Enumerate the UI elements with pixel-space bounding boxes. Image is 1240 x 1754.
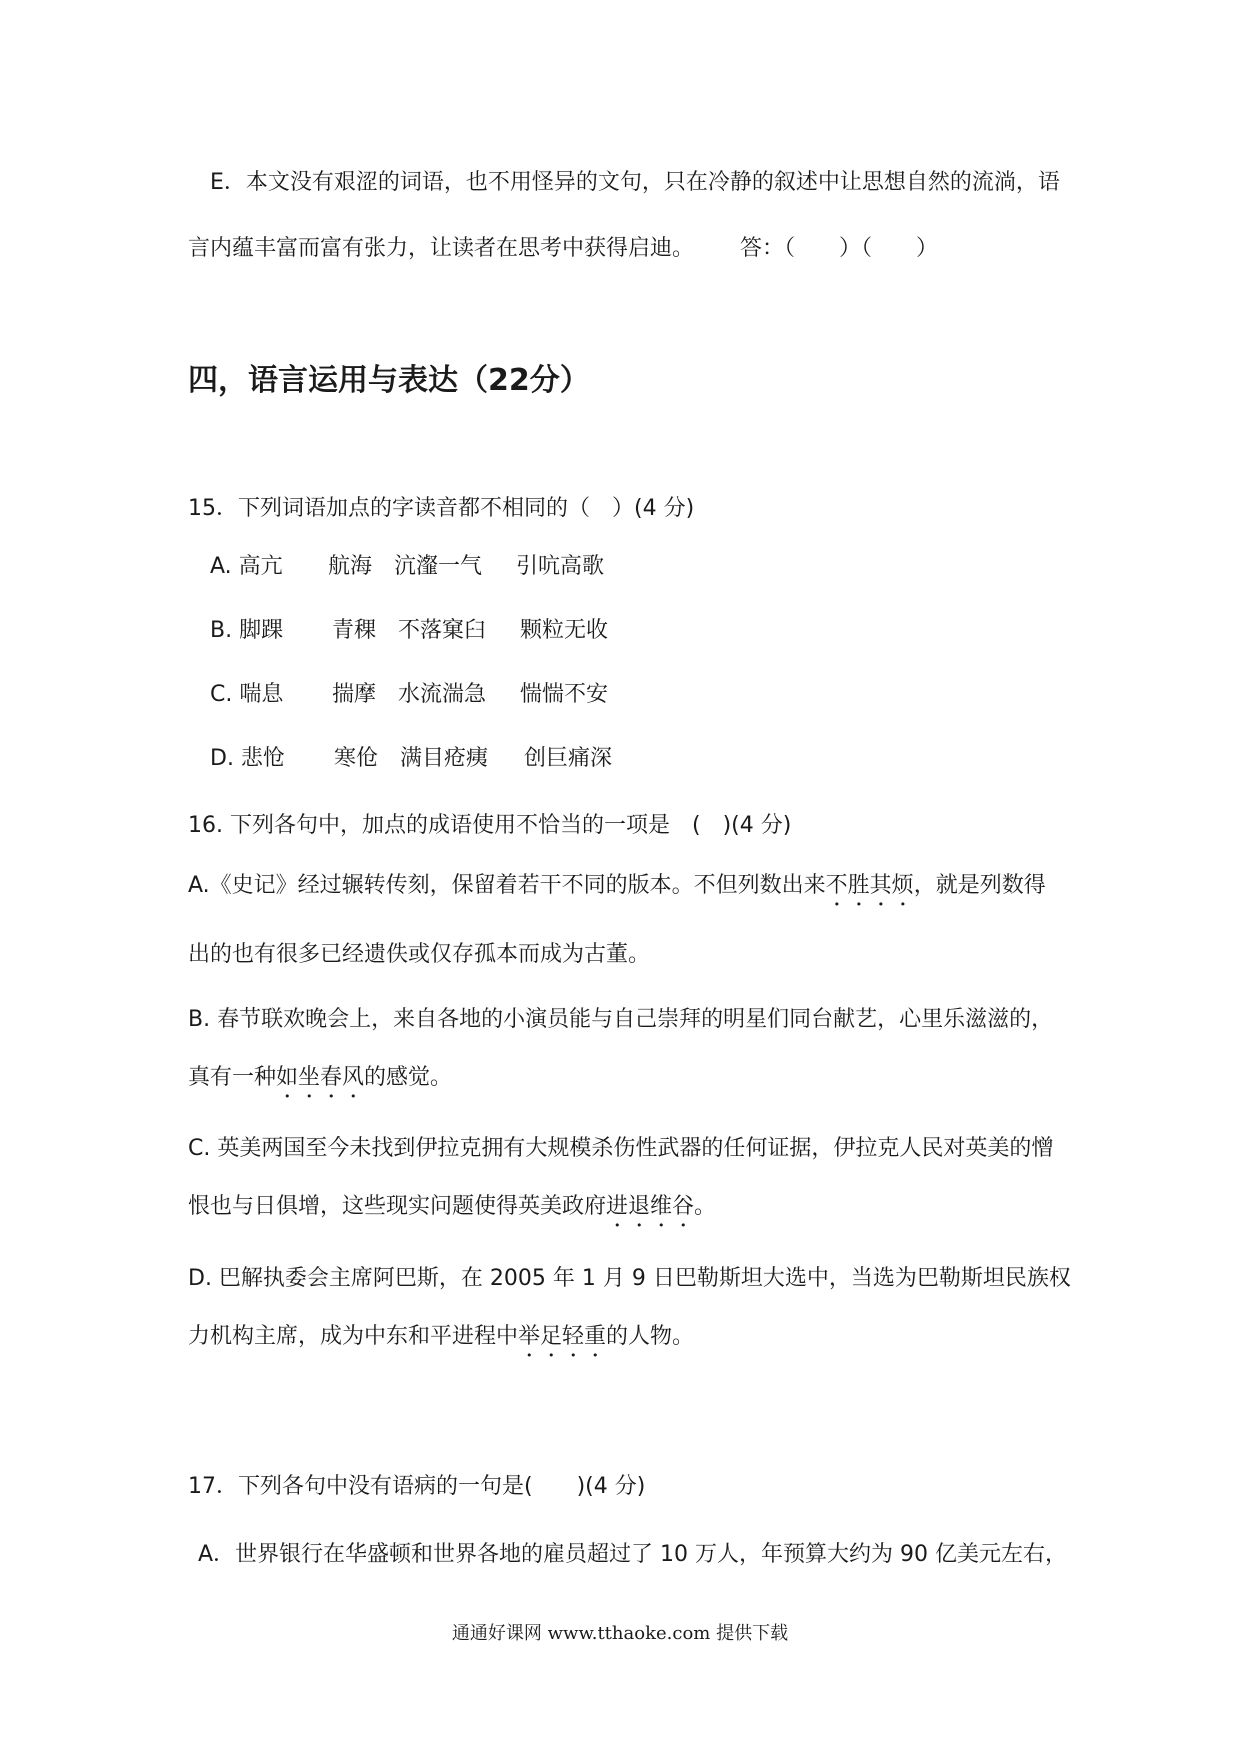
q14-answer-blank: 答：（ ）（ ） bbox=[740, 236, 939, 261]
q16-option-d-line2 bbox=[188, 1322, 694, 1362]
q15-d-word3: 创巨痛深 bbox=[524, 746, 613, 771]
q16-option-b-line2 bbox=[188, 1063, 452, 1103]
q15-c-word2: 水流湍急 bbox=[398, 682, 487, 707]
q16-d-text-post: 的人物。 bbox=[606, 1324, 695, 1349]
q16-d-text-pre: 力机构主席，成为中东和平进程中 bbox=[188, 1324, 519, 1349]
q17-option-a-line1: A．世界银行在华盛顿和世界各地的雇员超过了 10 万人，年预算大约为 90 亿美元左右， bbox=[198, 1542, 1068, 1567]
q15-c-word1: 揣摩 bbox=[332, 682, 377, 707]
q15-d-word1: 寒伧 bbox=[334, 746, 379, 771]
q16-option-c-line1: C. 英美两国至今未找到伊拉克拥有大规模杀伤性武器的任何证据，伊拉克人民对英美的憎 bbox=[188, 1136, 1054, 1161]
q16-option-d-line1: D. 巴解执委会主席阿巴斯，在 2005 年 1 月 9 日巴勒斯坦大选中，当选为巴勒斯坦民族权 bbox=[188, 1266, 1071, 1291]
q16-option-a-line2: 出的也有很多已经遗佚或仅存孤本而成为古董。 bbox=[188, 942, 651, 967]
q16-c-idiom: 进退维谷 bbox=[606, 1194, 695, 1219]
q15-b-word2: 不落窠臼 bbox=[398, 618, 487, 643]
section-heading: 四，语言运用与表达（22分） bbox=[188, 363, 590, 398]
q16-b-text-post: 的感觉。 bbox=[364, 1065, 453, 1090]
q15-d-word2: 满目疮痍 bbox=[400, 746, 489, 771]
q15-a-word2: 沆瀣一气 bbox=[394, 554, 483, 579]
q16-option-a-line1 bbox=[188, 871, 1046, 911]
q16-a-idiom: 不胜其烦 bbox=[825, 873, 914, 898]
q15-b-word3: 颗粒无收 bbox=[520, 618, 609, 643]
q15-a-word1: 航海 bbox=[328, 554, 373, 579]
q15-a-word3: 引吭高歌 bbox=[516, 554, 605, 579]
q15-stem: 15．下列词语加点的字读音都不相同的（ ）(4 分) bbox=[188, 496, 695, 521]
q15-c-word3: 惴惴不安 bbox=[520, 682, 609, 707]
q15-b-label: B. 脚踝 bbox=[210, 618, 284, 643]
q16-c-text-post: 。 bbox=[694, 1194, 717, 1219]
q16-c-text-pre: 恨也与日俱增，这些现实问题使得英美政府 bbox=[188, 1194, 607, 1219]
q16-a-text-pre: A.《史记》经过辗转传刻，保留着若干不同的版本。不但列数出来 bbox=[188, 873, 826, 898]
q16-b-text-pre: 真有一种 bbox=[188, 1065, 277, 1090]
q15-c-label: C. 喘息 bbox=[210, 682, 284, 707]
q14-option-e-line2: 言内蕴丰富而富有张力，让读者在思考中获得启迪。 bbox=[188, 236, 695, 261]
q16-a-text-post: ，就是列数得 bbox=[913, 873, 1046, 898]
q15-a-label: A. 高亢 bbox=[210, 554, 283, 579]
q14-option-e-line1: E．本文没有艰涩的词语，也不用怪异的文句，只在冷静的叙述中让思想自然的流淌，语 bbox=[210, 170, 1060, 195]
page-footer: 通通好课网 www.tthaoke.com 提供下载 bbox=[451, 1623, 789, 1644]
q16-b-idiom: 如坐春风 bbox=[276, 1065, 365, 1090]
q15-d-label: D. 悲怆 bbox=[210, 746, 285, 771]
q16-d-idiom: 举足轻重 bbox=[518, 1324, 607, 1349]
q17-stem: 17．下列各句中没有语病的一句是( )(4 分) bbox=[188, 1474, 646, 1499]
q15-b-word1: 青稞 bbox=[332, 618, 377, 643]
q16-stem: 16. 下列各句中，加点的成语使用不恰当的一项是 ( )(4 分) bbox=[188, 813, 792, 838]
q16-option-c-line2 bbox=[188, 1192, 716, 1232]
q16-option-b-line1: B. 春节联欢晚会上，来自各地的小演员能与自己崇拜的明星们同台献艺，心里乐滋滋的， bbox=[188, 1007, 1054, 1032]
